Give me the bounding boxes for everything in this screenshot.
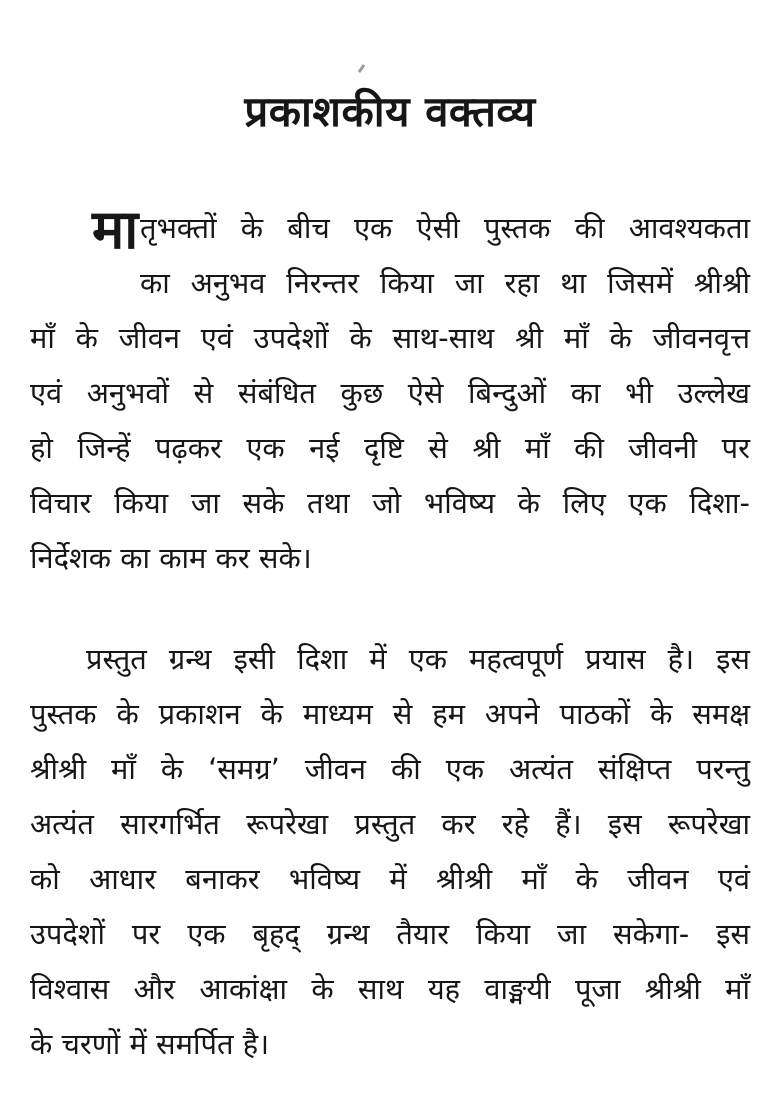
- paragraph1-line-5: हो जिन्हें पढ़कर एक नई दृष्टि से श्री माँ की जीवनी पर: [30, 431, 750, 465]
- paragraph1-line-3: माँ के जीवन एवं उपदेशों के साथ-साथ श्री माँ के जीवनवृत्त: [30, 321, 750, 355]
- page-title: प्रकाशकीय वक्तव्य: [244, 87, 536, 136]
- paragraph2-line-7: विश्वास और आकांक्षा के साथ यह वाङ्मयी पूजा श्रीश्री माँ: [30, 972, 750, 1006]
- paragraph2-line-5: को आधार बनाकर भविष्य में श्रीश्री माँ के जीवन एवं: [30, 862, 750, 896]
- paragraph1-line-1: तृभक्तों के बीच एक ऐसी पुस्तक की आवश्यकता: [140, 211, 750, 245]
- paragraph1-line-4: एवं अनुभवों से संबंधित कुछ ऐसे बिन्दुओं का भी उल्लेख: [30, 376, 750, 410]
- paragraph2-line-4: अत्यंत सारगर्भित रूपरेखा प्रस्तुत कर रहे हैं। इस रूपरेखा: [30, 807, 750, 841]
- paragraph2-line-1: प्रस्तुत ग्रन्थ इसी दिशा में एक महत्वपूर्ण प्रयास है। इस: [86, 642, 750, 676]
- ink-speck: [358, 64, 366, 73]
- paragraph2-line-8: के चरणों में समर्पित है।: [30, 1027, 270, 1061]
- drop-cap: मा: [92, 198, 139, 261]
- paragraph1-line-6: विचार किया जा सके तथा जो भविष्य के लिए एक दिशा-: [30, 486, 750, 520]
- paragraph1-line-7: निर्देशक का काम कर सके।: [30, 541, 312, 575]
- paragraph2-line-6: उपदेशों पर एक बृहद् ग्रन्थ तैयार किया जा सकेगा- इस: [30, 917, 750, 951]
- paragraph2-line-3: श्रीश्री माँ के ‘समग्र’ जीवन की एक अत्यंत संक्षिप्त परन्तु: [30, 752, 750, 786]
- paragraph2-line-2: पुस्तक के प्रकाशन के माध्यम से हम अपने पाठकों के समक्ष: [30, 697, 750, 731]
- paragraph1-line-2: का अनुभव निरन्तर किया जा रहा था जिसमें श्रीश्री: [140, 266, 750, 300]
